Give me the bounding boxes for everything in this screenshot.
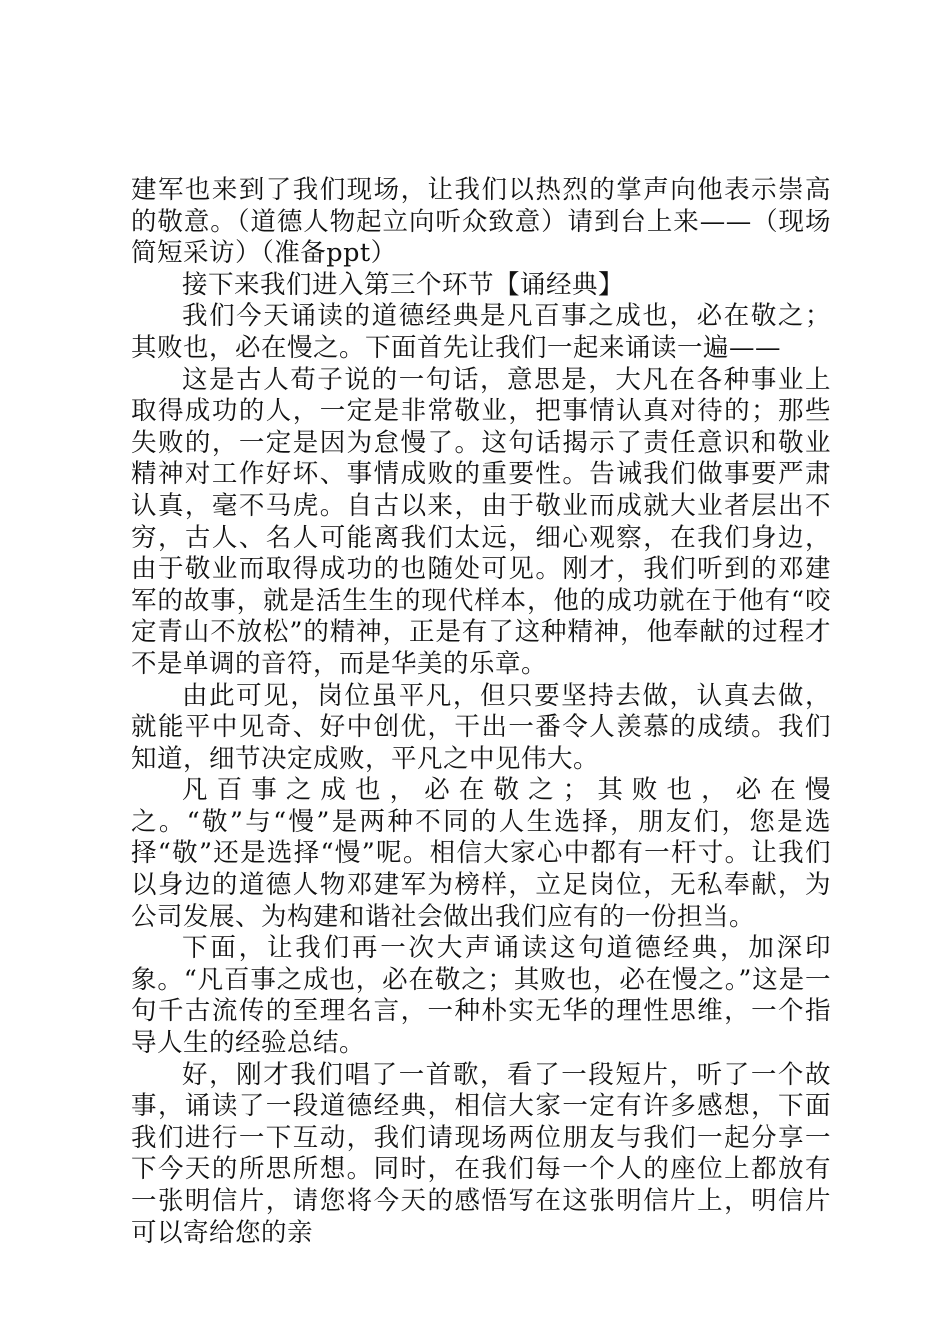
paragraph: 由此可见，岗位虽平凡，但只要坚持去做，认真去做，就能平中见奇、好中创优，干出一番令人羡慕的成绩。我们知道，细节决定成败，平凡之中见伟大。 bbox=[131, 680, 831, 774]
document-body bbox=[131, 175, 831, 1249]
paragraph: 下面，让我们再一次大声诵读这句道德经典，加深印象。“凡百事之成也，必在敬之；其败也，必在慢之。”这是一句千古流传的至理名言，一种朴实无华的理性思维，一个指导人生的经验总结。 bbox=[131, 933, 831, 1059]
paragraph: 凡百事之成也，必在敬之；其败也，必在慢之。“敬”与“慢”是两种不同的人生选择，朋友们，您是选择“敬”还是选择“慢”呢。相信大家心中都有一杆寸。让我们以身边的道德人物邓建军为榜样，立足岗位，无私奉献，为公司发展、为构建和谐社会做出我们应有的一份担当。 bbox=[131, 775, 831, 932]
paragraph: 建军也来到了我们现场，让我们以热烈的掌声向他表示崇高的敬意。（道德人物起立向听众致意）请到台上来——（现场简短采访）（准备ppt） bbox=[131, 175, 831, 269]
paragraph: 接下来我们进入第三个环节【诵经典】 bbox=[182, 269, 625, 300]
paragraph: 我们今天诵读的道德经典是凡百事之成也，必在敬之；其败也，必在慢之。下面首先让我们一起来诵读一遍—— bbox=[131, 301, 831, 363]
paragraph: 好，刚才我们唱了一首歌，看了一段短片，听了一个故事，诵读了一段道德经典，相信大家一定有许多感想，下面我们进行一下互动，我们请现场两位朋友与我们一起分享一下今天的所思所想。同时，在我们每一个人的座位上都放有一张明信片，请您将今天的感悟写在这张明信片上，明信片可以寄给您的亲 bbox=[131, 1059, 831, 1248]
paragraph: 这是古人荀子说的一句话，意思是，大凡在各种事业上取得成功的人，一定是非常敬业，把事情认真对待的；那些失败的，一定是因为怠慢了。这句话揭示了责任意识和敬业精神对工作好坏、事情成败的重要性。告诫我们做事要严肃认真，毫不马虎。自古以来，由于敬业而成就大业者层出不穷，古人、名人可能离我们太远，细心观察，在我们身边，由于敬业而取得成功的也随处可见。刚才，我们听到的邓建军的故事，就是活生生的现代样本，他的成功就在于他有“咬定青山不放松”的精神，正是有了这种精神，他奉献的过程才不是单调的音符，而是华美的乐章。 bbox=[131, 364, 831, 679]
